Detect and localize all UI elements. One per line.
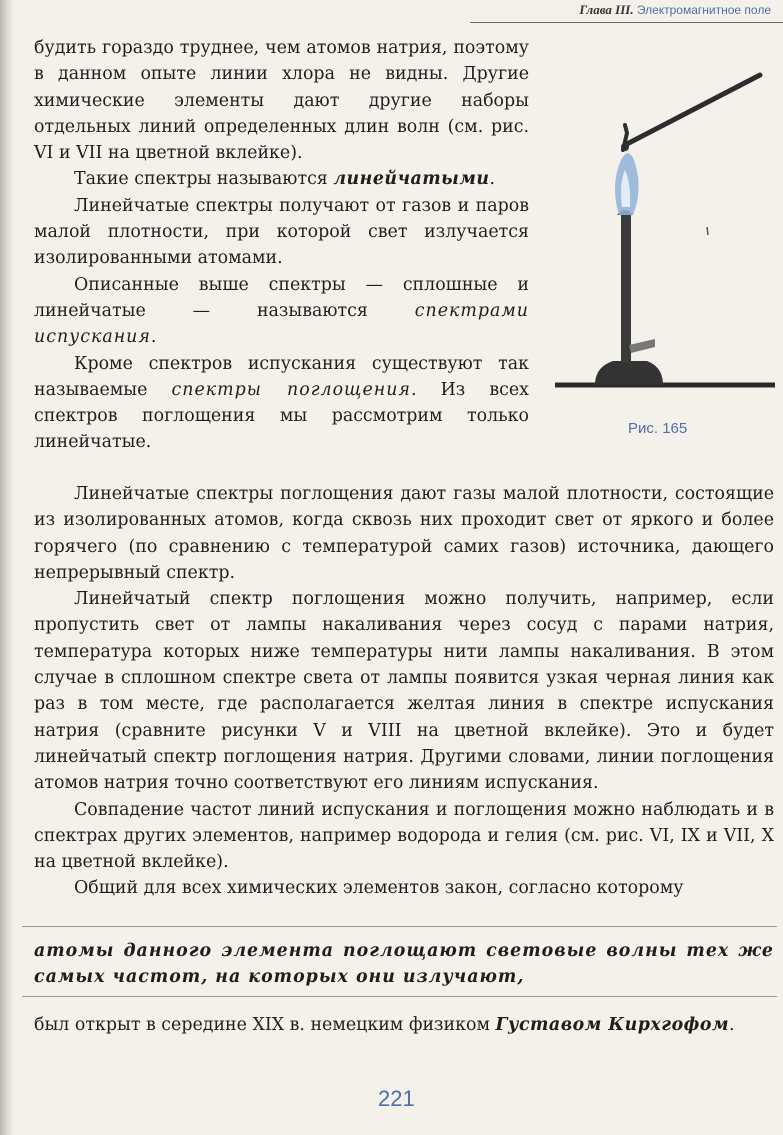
text-span: был открыт в середине XIX в. немецким физиком: [34, 1015, 496, 1035]
law-attribution: [34, 1012, 774, 1038]
term: спектрами испускания: [34, 300, 529, 348]
paragraph: [34, 166, 529, 192]
term: линейчатыми: [333, 169, 490, 190]
bunsen-burner-illustration: [555, 55, 775, 400]
text-span: . Из всех спектров поглощения мы рассмотрим только линейчатые.: [34, 379, 529, 453]
paragraph: [34, 272, 529, 351]
text-span: .: [729, 1015, 735, 1035]
chapter-label: Глава III.: [579, 2, 634, 17]
column-text: [34, 35, 529, 456]
paragraph: Совпадение частот линий испускания и поглощения можно наблюдать и в спектрах других элементов, например водорода и гелия (см. рис. VI, IX и VII, X на цветной вклейке).: [34, 799, 774, 873]
paragraph: Линейчатые спектры получают от газов и паров малой плотности, при которой свет излучается изолированными атомами.: [34, 195, 529, 269]
paragraph: Линейчатые спектры поглощения дают газы малой плотности, состоящие из изолированных атомов, когда сквозь них проходит свет от яркого и более горячего (по сравнению с температурой самих газов) источника, дающего непрерывный спектр.: [34, 484, 774, 583]
text-span: .: [489, 169, 496, 190]
paragraph: будить гораздо труднее, чем атомов натрия, поэтому в данном опыте линии хлора не видны. Другие химические элементы дают другие наборы отдельных линий определенных длин волн (см. рис. VI и VII на цветной вклейке).: [34, 38, 529, 164]
text-span: .: [150, 327, 157, 348]
running-header: [579, 2, 771, 18]
kirchhoff-law-statement: атомы данного элемента поглощают световые волны тех же самых частот, на которых они излучают,: [34, 941, 774, 988]
body-text: [34, 481, 774, 902]
text-span: Описанные выше спектры — сплошные и линейчатые — называются: [34, 274, 529, 321]
text-span: Такие спектры называются: [74, 169, 334, 190]
header-rule: [470, 22, 783, 23]
law-top-rule: [22, 926, 777, 927]
text-span: Кроме спектров испускания существуют так называемые: [34, 353, 529, 400]
law-bottom-rule: [22, 996, 777, 997]
paragraph: Общий для всех химических элементов закон, согласно которому: [74, 878, 684, 899]
paragraph: Линейчатый спектр поглощения можно получить, например, если пропустить свет от лампы накаливания через сосуд с парами натрия, температура которых ниже температуры нити лампы накаливания. В этом случае в сплошном спектре света от лампы появится узкая черная линия как раз в том месте, где располагается желтая линия в спектре испускания натрия (сравните рисунки V и VIII на цветной вклейке). Это и будет линейчатый спектр поглощения натрия. Другими словами, линии поглощения атомов натрия точно соответствуют его линиям испускания.: [34, 589, 774, 794]
page-number: 221: [378, 1086, 415, 1111]
scientist-name: Густавом Кирхгофом: [495, 1015, 729, 1035]
paragraph: [34, 351, 529, 456]
term: спектры поглощения: [171, 379, 411, 400]
page-edge: [0, 0, 14, 1135]
section-label: Электромагнитное поле: [636, 3, 771, 17]
figure-caption: Рис. 165: [628, 420, 688, 437]
